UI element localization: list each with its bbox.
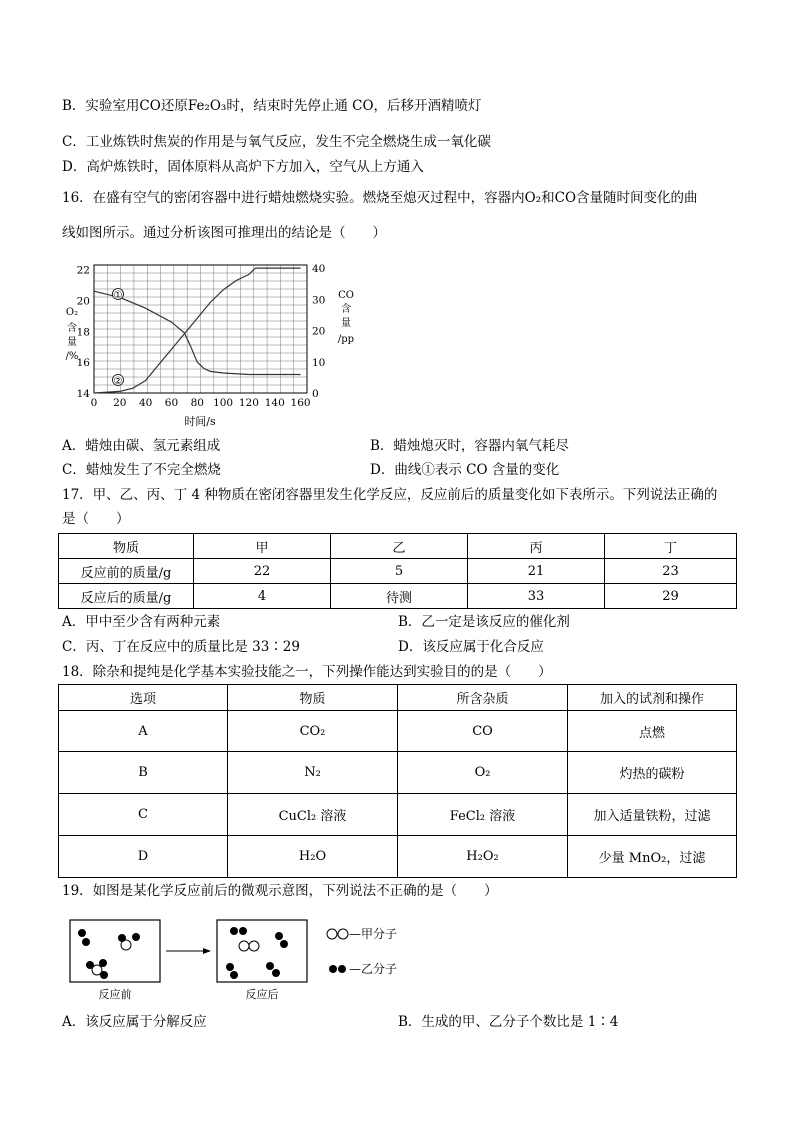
table-cell: 点燃	[568, 711, 737, 752]
table-cell: 4	[194, 584, 331, 609]
curve1-marker	[113, 289, 124, 302]
legend-jia	[327, 926, 397, 941]
q18-table	[58, 684, 737, 878]
x-tick-label: 20	[113, 397, 127, 409]
y-left-tick-label: 22	[76, 264, 90, 277]
x-tick-label: 0	[90, 397, 98, 409]
y-right-label-part: /pp	[337, 334, 355, 345]
table-header-cell: 乙	[331, 534, 468, 559]
table-cell: 21	[468, 559, 605, 584]
y-right-tick-label: 0	[312, 388, 319, 400]
table-cell: B	[59, 752, 228, 794]
table-cell: 29	[605, 584, 737, 609]
q15-option-c: C．工业炼铁时焦炭的作用是与氧气反应，发生不完全燃烧生成一氧化碳	[62, 134, 491, 150]
table-cell: 待测	[331, 584, 468, 609]
q17-table	[58, 533, 737, 609]
o2-curve	[94, 291, 301, 374]
q15-option-d: D．高炉炼铁时，固体原料从高炉下方加入，空气从上方通入	[62, 159, 424, 175]
table-row	[59, 584, 737, 609]
q16-stem-line2: 线如图所示。通过分析该图可推理出的结论是（ ）	[62, 225, 386, 241]
y-right-tick-label: 10	[312, 356, 326, 369]
q17-option-d: D．该反应属于化合反应	[398, 639, 544, 655]
label-before: 反应前	[98, 988, 132, 1001]
q17-option-a: A．甲中至少含有两种元素	[62, 614, 221, 630]
q15-option-b: B．实验室用CO还原Fe₂O₃时，结束时先停止通 CO，后移开酒精喷灯	[62, 98, 482, 114]
x-tick-label: 80	[190, 397, 204, 409]
y-left-label-part: /%	[65, 351, 79, 362]
right-axis-label	[338, 290, 354, 345]
right-y-tick-labels	[312, 263, 325, 400]
table-row	[59, 711, 737, 752]
reaction-arrow-head	[203, 948, 211, 954]
q19-option-a: A．该反应属于分解反应	[62, 1014, 207, 1030]
y-left-tick-label: 18	[76, 326, 90, 339]
y-left-label-part: 含	[67, 323, 77, 334]
curve2-marker	[113, 375, 124, 388]
table-cell: 灼热的碳粉	[568, 752, 737, 794]
x-tick-label: 120	[238, 397, 259, 409]
table-cell: 23	[605, 559, 737, 584]
x-tick-labels	[91, 397, 311, 409]
label-after: 反应后	[245, 988, 279, 1001]
table-cell: 少量 MnO₂，过滤	[568, 836, 737, 878]
q18-stem: 18．除杂和提纯是化学基本实验技能之一，下列操作能达到实验目的的是（ ）	[62, 664, 552, 680]
table-cell: D	[59, 836, 228, 878]
o2-co-chart	[62, 255, 362, 433]
legend-yi	[329, 961, 397, 976]
table-header-cell: 加入的试剂和操作	[568, 685, 737, 711]
q19-option-b: B．生成的甲、乙分子个数比是 1∶4	[398, 1014, 619, 1030]
table-cell: 5	[331, 559, 468, 584]
table-cell: 反应后的质量/g	[59, 584, 194, 609]
y-right-label-part: 含	[341, 304, 351, 315]
y-right-label-part: 量	[341, 318, 351, 329]
q16-option-b: B．蜡烛熄灭时，容器内氧气耗尽	[370, 438, 569, 454]
table-cell: FeCl₂ 溶液	[398, 794, 568, 836]
curve1-label: ①	[113, 290, 123, 301]
x-tick-label: 60	[164, 397, 179, 409]
table-row	[59, 836, 737, 878]
table-row	[59, 752, 737, 794]
table-header-cell: 甲	[194, 534, 331, 559]
q16-option-d: D．曲线①表示 CO 含量的变化	[370, 462, 560, 478]
x-tick-label: 100	[213, 397, 234, 409]
table-header-cell: 物质	[59, 534, 194, 559]
table-cell: CO	[398, 711, 568, 752]
table-header-cell: 丁	[605, 534, 737, 559]
q16-option-c: C．蜡烛发生了不完全燃烧	[62, 462, 221, 478]
table-cell: CO₂	[228, 711, 398, 752]
y-left-label-part: 量	[67, 337, 77, 348]
y-right-label-part: CO	[338, 290, 354, 301]
q17-stem-line1: 17．甲、乙、丙、丁 4 种物质在密闭容器里发生化学反应，反应前后的质量变化如下表所示。下列说法正确的	[62, 487, 718, 503]
left-y-tick-labels	[77, 265, 91, 400]
table-cell: 22	[194, 559, 331, 584]
table-cell: 33	[468, 584, 605, 609]
table-header-row	[59, 685, 737, 711]
table-header-cell: 选项	[59, 685, 228, 711]
y-left-tick-label: 14	[76, 388, 90, 400]
chart-grid	[94, 265, 307, 393]
table-header-cell: 物质	[228, 685, 398, 711]
legend-yi-label: —乙分子	[349, 962, 398, 976]
table-header-row	[59, 534, 737, 559]
q16-option-a: A．蜡烛由碳、氢元素组成	[62, 438, 221, 454]
table-cell: H₂O₂	[398, 836, 568, 878]
x-tick-label: 160	[290, 397, 311, 409]
q17-stem-line2: 是（ ）	[62, 511, 130, 527]
table-cell: 反应前的质量/g	[59, 559, 194, 584]
curve2-label: ②	[113, 376, 123, 387]
q16-stem-line1: 16．在盛有空气的密闭容器中进行蜡烛燃烧实验。燃烧至熄灭过程中，容器内O₂和CO含量随时间变化的曲	[62, 190, 698, 206]
table-cell: A	[59, 711, 228, 752]
q17-option-c: C．丙、丁在反应中的质量比是 33∶29	[62, 639, 300, 655]
micro-reaction-diagram	[62, 912, 442, 1002]
y-right-tick-label: 30	[312, 294, 326, 307]
x-axis-label: 时间/s	[184, 415, 216, 428]
x-tick-label: 140	[264, 397, 285, 409]
legend-jia-label: —甲分子	[349, 927, 398, 941]
table-cell: N₂	[228, 752, 398, 794]
q17-option-b: B．乙一定是该反应的催化剂	[398, 614, 570, 630]
y-left-tick-label: 16	[76, 357, 90, 370]
table-header-cell: 丙	[468, 534, 605, 559]
table-row	[59, 559, 737, 584]
q19-stem: 19．如图是某化学反应前后的微观示意图，下列说法不正确的是（ ）	[62, 883, 498, 899]
table-cell: CuCl₂ 溶液	[228, 794, 398, 836]
table-cell: C	[59, 794, 228, 836]
y-left-label-part: O₂	[65, 307, 79, 318]
x-tick-label: 40	[138, 397, 153, 409]
table-cell: 加入适量铁粉，过滤	[568, 794, 737, 836]
y-right-tick-label: 40	[312, 263, 326, 276]
table-cell: O₂	[398, 752, 568, 794]
table-row	[59, 794, 737, 836]
y-left-tick-label: 20	[76, 295, 90, 308]
y-right-tick-label: 20	[312, 325, 326, 338]
table-header-cell: 所含杂质	[398, 685, 568, 711]
table-cell: H₂O	[228, 836, 398, 878]
